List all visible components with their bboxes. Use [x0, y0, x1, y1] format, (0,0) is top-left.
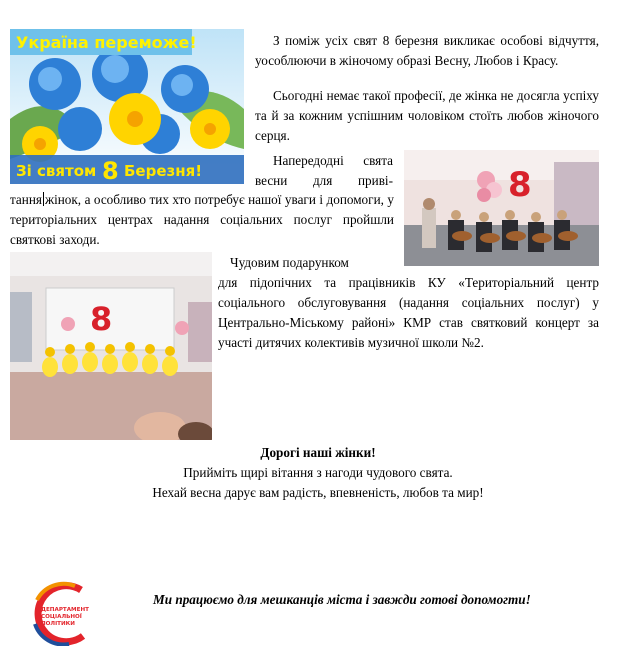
banner-bottom-text-a: Зі святом [16, 162, 97, 180]
banner-bottom-number: 8 [102, 157, 119, 184]
paragraph-gift-start: Чудовим подарунком [230, 255, 349, 270]
logo-line-2: СОЦІАЛЬНОЇ [41, 614, 82, 620]
motto-text: Ми працюємо для мешканців міста і завжди готові допомогти! [153, 592, 531, 607]
greeting-line-1: Прийміть щирі вітання з нагоди чудового свята. [183, 465, 453, 480]
concert-photo-guitarists [404, 150, 599, 266]
paragraph-events-word: тання [10, 192, 42, 207]
greeting-title: Дорогі наші жінки! [260, 445, 376, 460]
banner-bottom-text-b: Березня! [124, 162, 203, 180]
paragraph-events-rest: жінок, а особливо тих хто потребує нашої уваги і допомоги, у територіальних центрах надання соціальних послуг пройшли святкові заходи. [10, 192, 394, 247]
greeting-line-2: Нехай весна дарує вам радість, впевненість, любов та мир! [152, 485, 484, 500]
banner-top-text: Україна переможе! [16, 33, 197, 52]
paragraph-events-start: Напередодні свята весни для приві- [255, 153, 393, 188]
greeting-card-image [10, 29, 244, 184]
paragraph-events [10, 190, 394, 250]
logo-line-3: ПОЛІТИКИ [41, 621, 75, 627]
paragraph-profession: Сьогодні немає такої професії, де жінка не досягла успіху та й за кожним успішним чоловіком стоїть любов жіночого серця. [255, 88, 599, 143]
department-logo [29, 580, 89, 646]
text-cursor [43, 192, 44, 206]
svg-text:8: 8 [90, 300, 113, 338]
paragraph-gift: для підопічних та працівників КУ «Територіальний центр соціального обслуговування (надання соціальних послуг) у Центрально-Міському районі» КМР став святковий концерт за участі дитячих колективів музичної школи №2. [218, 275, 599, 350]
paragraph-intro: З поміж усіх свят 8 березня викликає особові відчуття, уособлюючи в жіночому образі Весну, Любов і Красу. [255, 33, 599, 68]
greeting-block [0, 443, 636, 503]
svg-text:8: 8 [508, 165, 532, 205]
concert-photo-dancers [10, 252, 212, 440]
logo-line-1: ДЕПАРТАМЕНТ [41, 607, 89, 613]
